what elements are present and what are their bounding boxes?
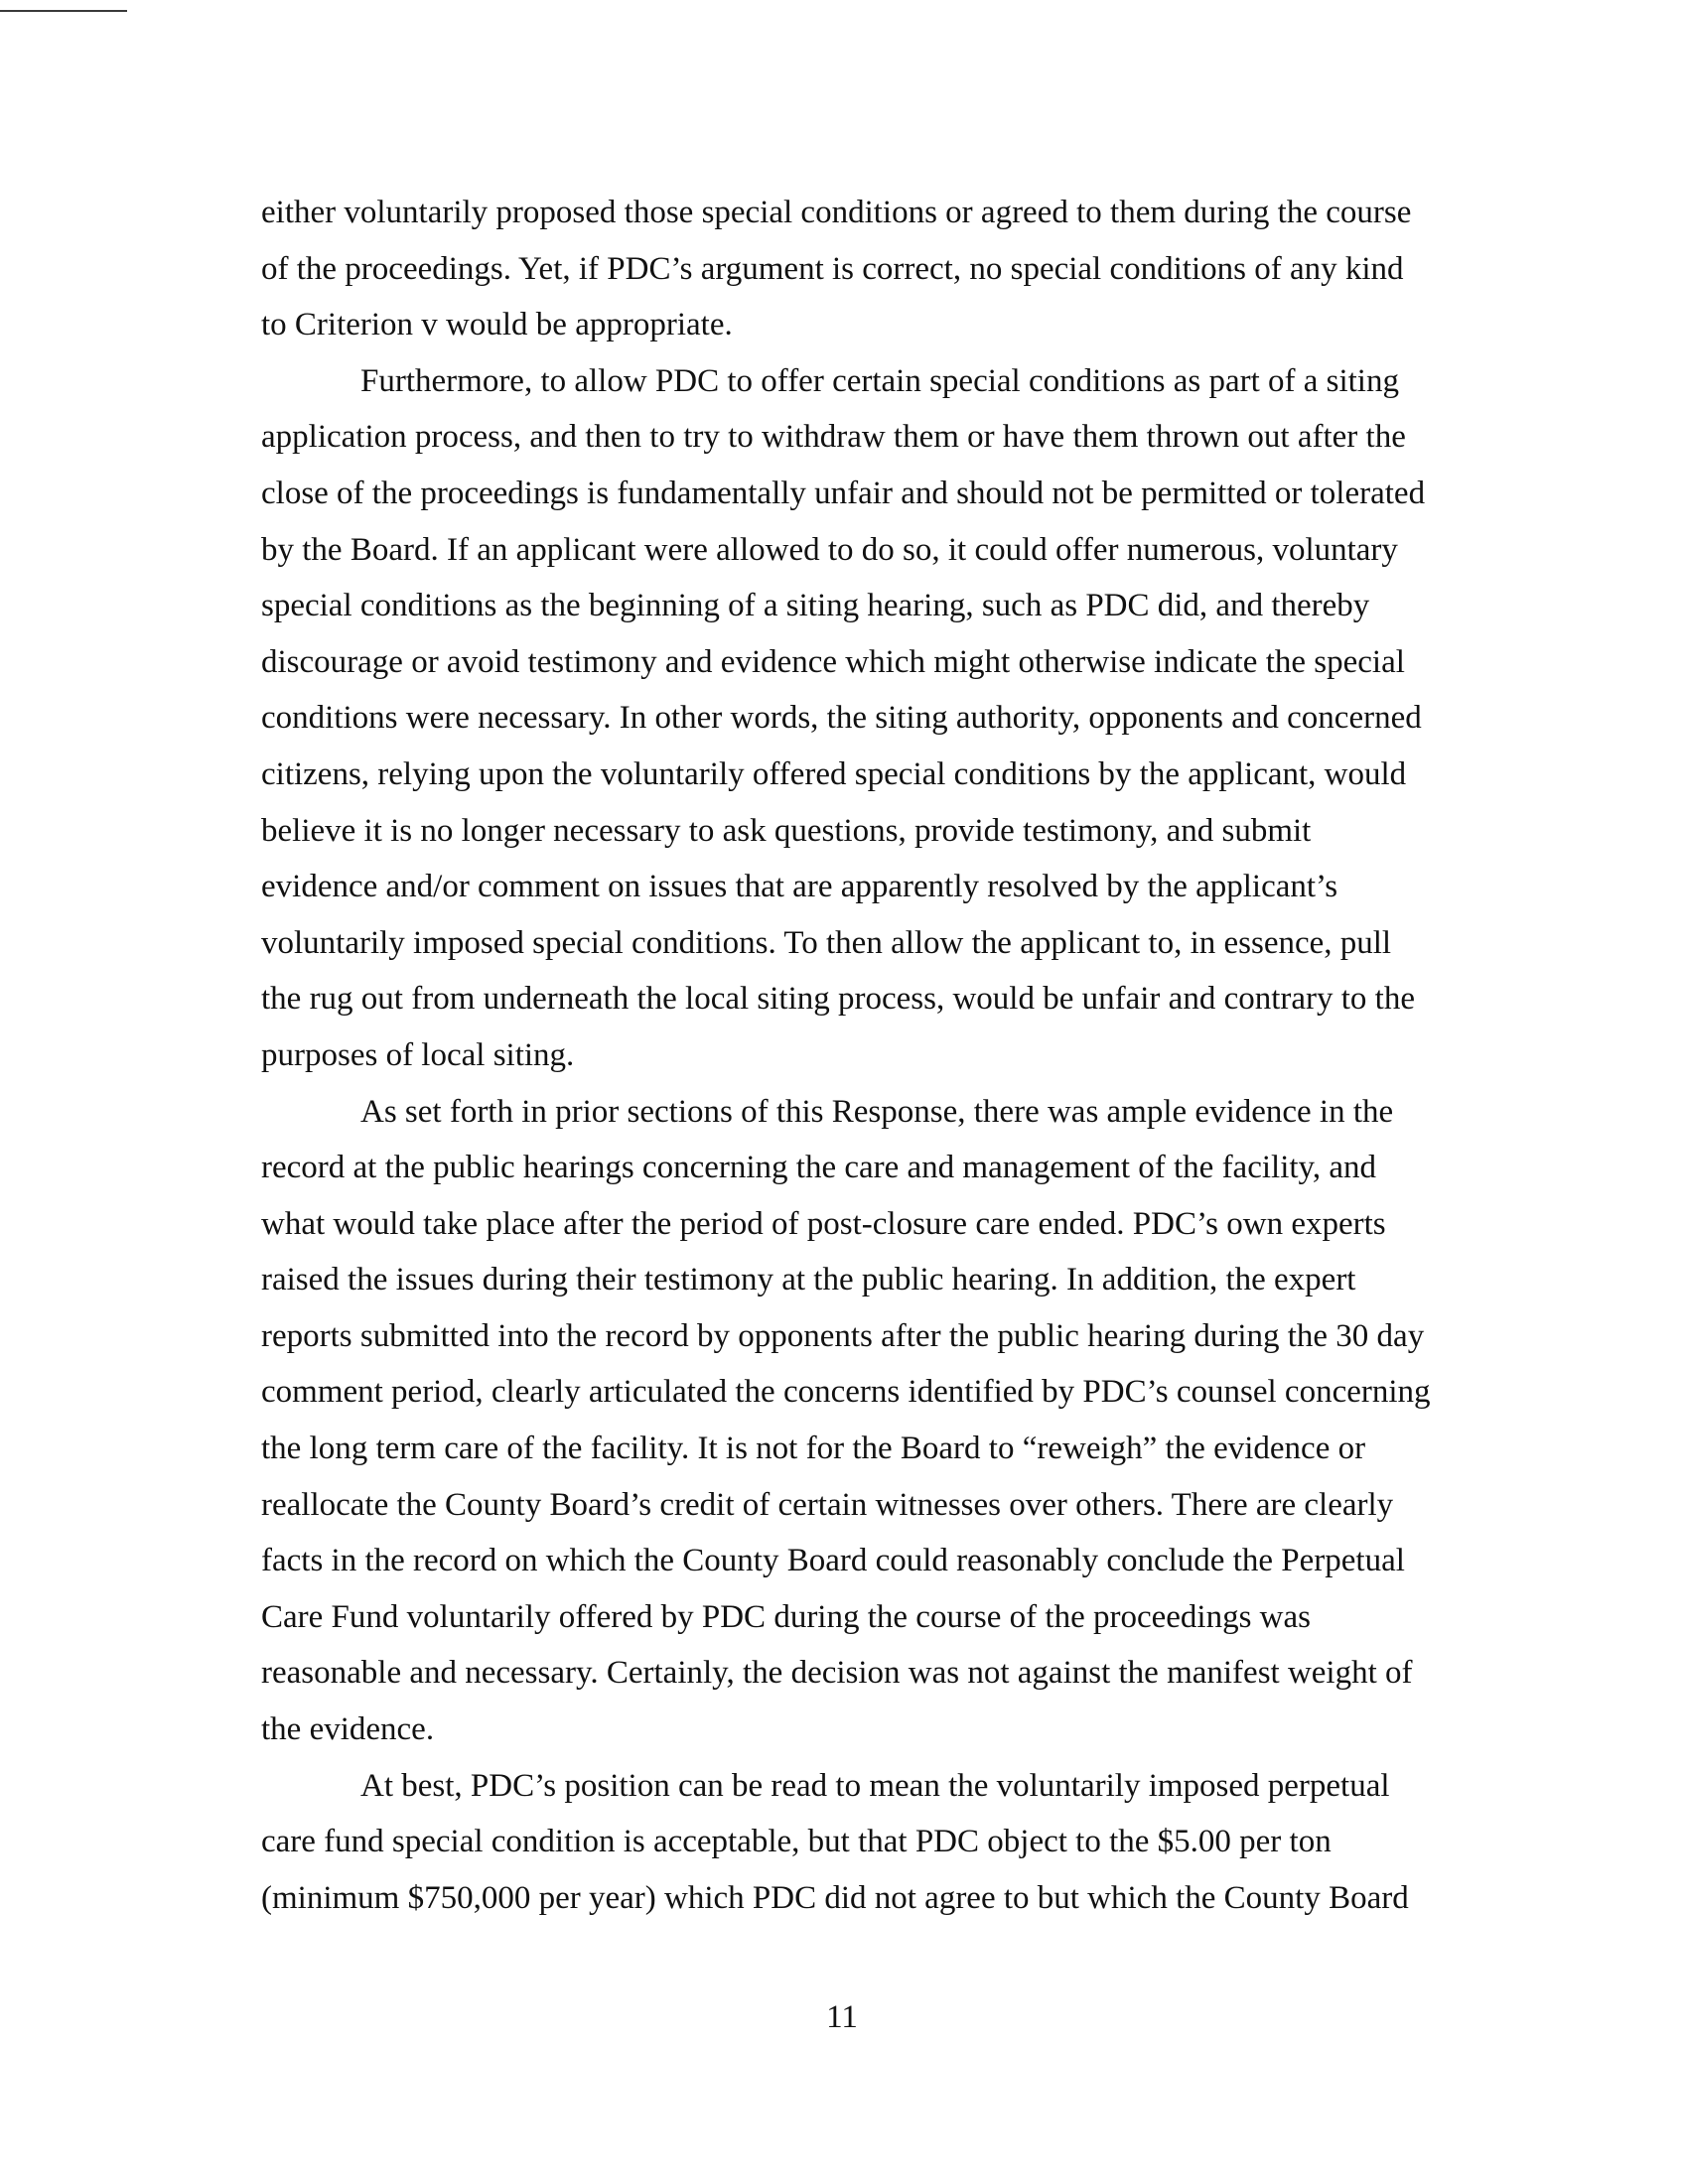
paragraph-evidence: As set forth in prior sections of this Response, there was ample evidence in the record at the public hearings concerning the care and management of the facility, and what would take place after the period of post-closure care ended. PDC’s own experts raised the issues during their testimony at the public hearing. In addition, the expert reports submitted into the record by opponents after the public hearing during the 30 day comment period, clearly articulated the concerns identified by PDC’s counsel concerning the long term care of the facility. It is not for the Board to “reweigh” the evidence or reallocate the County Board’s credit of certain witnesses over others. There are clearly facts in the record on which the County Board could reasonably conclude the Perpetual Care Fund voluntarily offered by PDC during the course of the proceedings was reasonable and necessary. Certainly, the decision was not against the manifest weight of the evidence. [261,1093,1431,1748]
paragraph-perpetual-care: At best, PDC’s position can be read to mean the voluntarily imposed perpetual care fund special condition is acceptable, but that PDC object to the $5.00 per ton (minimum $750,000 per year) which PDC did not agree to but which the County Board [261,1767,1409,1916]
page-number: 11 [826,1999,858,2035]
scan-edge-line [0,10,127,12]
paragraph-continuation: either voluntarily proposed those special conditions or agreed to them during the course of the proceedings. Yet, if PDC’s argument is correct, no special conditions of any kind to Criterion v would be appropriate. [261,195,1412,343]
paragraph-special-conditions: Furthermore, to allow PDC to offer certain special conditions as part of a siting application process, and then to try to withdraw them or have them thrown out after the close of the proceedings is fundamentally unfair and should not be permitted or tolerated by the Board. If an applicant were allowed to do so, it could offer numerous, voluntary special conditions as the beginning of a siting hearing, such as PDC did, and thereby discourage or avoid testimony and evidence which might otherwise indicate the special conditions were necessary. In other words, the siting authority, opponents and concerned citizens, relying upon the voluntarily offered special conditions by the applicant, would believe it is no longer necessary to ask questions, provide testimony, and submit evidence and/or comment on issues that are apparently resolved by the applicant’s voluntarily imposed special conditions. To then allow the applicant to, in essence, pull the rug out from underneath the local siting process, would be unfair and contrary to the purposes of local siting. [261,362,1426,1073]
document-body [261,185,1433,1926]
